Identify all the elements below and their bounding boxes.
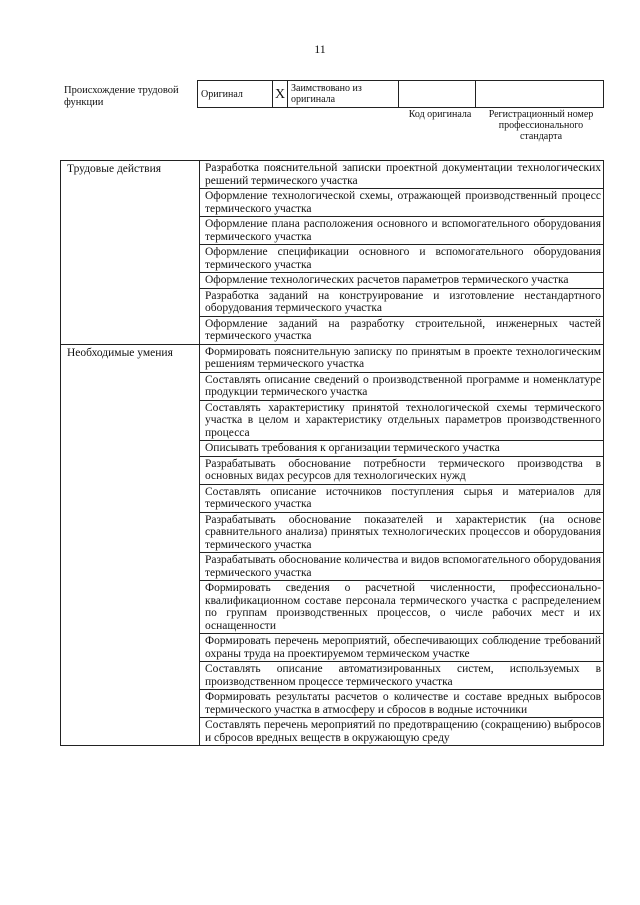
reg-number-caption: Регистрационный номер профессионального стандарта (488, 109, 594, 142)
borrowed-cell: Заимствовано из оригинала (288, 81, 399, 108)
labor-action-item: Разработка пояснительной записки проектной документации технологических решений термического участка (200, 161, 604, 189)
origin-label: Происхождение трудовой функции (64, 85, 179, 108)
code-caption: Код оригинала (408, 109, 472, 120)
page-number: 11 (314, 42, 326, 56)
labor-actions-heading: Трудовые действия (61, 161, 200, 189)
code-cell (399, 81, 476, 108)
skill-item: Составлять характеристику принятой технологической схемы термического участка в целом и характеристику отдельных параметров производственного процесса (200, 400, 604, 441)
labor-action-item: Оформление плана расположения основного и вспомогательного оборудования термического участка (200, 217, 604, 245)
skill-item: Разрабатывать обоснование потребности термического производства в основных видах ресурсов для технологических нужд (200, 456, 604, 484)
skill-item: Разрабатывать обоснование показателей и характеристик (на основе сравнительного анализа) принятых технологических процессов и оборудования термического участка (200, 512, 604, 553)
skill-item: Составлять описание сведений о производственной программе и номенклатуре продукции термического участка (200, 372, 604, 400)
skill-item: Составлять описание источников поступления сырья и материалов для термического участка (200, 484, 604, 512)
labor-action-item: Оформление спецификации основного и вспомогательного оборудования термического участка (200, 245, 604, 273)
skills-heading: Необходимые умения (61, 344, 200, 372)
skill-item: Формировать пояснительную записку по принятым в проекте технологическим решениям термического участка (200, 344, 604, 372)
labor-action-item: Оформление технологической схемы, отражающей производственный процесс термического участка (200, 189, 604, 217)
reg-number-cell (476, 81, 604, 108)
skill-item: Формировать сведения о расчетной численности, профессионально-квалификационном составе персонала термического участка с распределением по группам производственных процессов, о числе рабочих мест и их оснащенности (200, 581, 604, 634)
original-mark: X (273, 81, 288, 108)
labor-action-item: Оформление заданий на разработку строительной, инженерных частей термического участка (200, 316, 604, 344)
origin-table (197, 80, 604, 108)
skill-item: Составлять описание автоматизированных систем, используемых в производственном процессе термического участка (200, 662, 604, 690)
skill-item: Формировать перечень мероприятий, обеспечивающих соблюдение требований охраны труда на проектируемом термическом участке (200, 634, 604, 662)
skill-item: Формировать результаты расчетов о количестве и составе вредных выбросов термического участка в атмосферу и сбросов в водные источники (200, 690, 604, 718)
skill-item: Составлять перечень мероприятий по предотвращению (сокращению) выбросов и сбросов вредных веществ в окружающую среду (200, 718, 604, 746)
original-cell: Оригинал (198, 81, 273, 108)
labor-action-item: Разработка заданий на конструирование и изготовление нестандартного оборудования термического участка (200, 288, 604, 316)
function-table (60, 160, 604, 746)
skill-item: Описывать требования к организации термического участка (200, 441, 604, 457)
skill-item: Разрабатывать обоснование количества и видов вспомогательного оборудования термического участка (200, 553, 604, 581)
labor-action-item: Оформление технологических расчетов параметров термического участка (200, 273, 604, 289)
